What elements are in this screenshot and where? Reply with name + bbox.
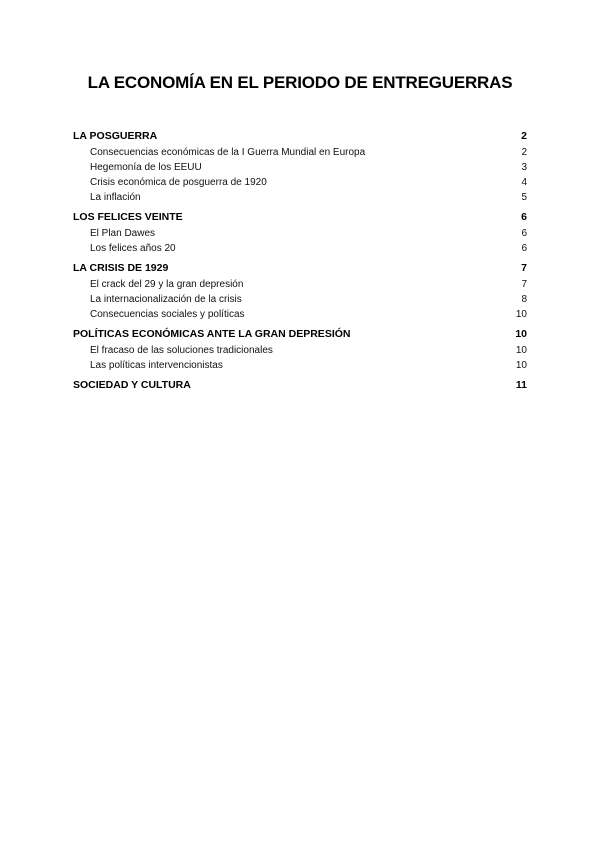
toc-subentry-page: 3	[521, 162, 527, 173]
toc-subentry[interactable]	[73, 358, 527, 373]
table-of-contents	[73, 128, 527, 398]
toc-subentry[interactable]	[73, 190, 527, 205]
toc-subentry-page: 7	[521, 279, 527, 290]
toc-subentry[interactable]	[73, 145, 527, 160]
toc-subentry-title: La inflación	[90, 192, 141, 203]
toc-subentry-title: Los felices años 20	[90, 243, 176, 254]
toc-subentry-title: Consecuencias económicas de la I Guerra Mundial en Europa	[90, 147, 366, 158]
toc-entry[interactable]	[73, 326, 527, 343]
toc-subentry[interactable]	[73, 277, 527, 292]
toc-subentry[interactable]	[73, 307, 527, 322]
document-title: LA ECONOMÍA EN EL PERIODO DE ENTREGUERRAS	[87, 73, 513, 92]
toc-entry-page: 10	[515, 328, 527, 340]
toc-subentry-page: 10	[515, 309, 527, 320]
toc-section-posguerra	[73, 128, 527, 205]
toc-subentry-page: 4	[521, 177, 527, 188]
toc-subentry-page: 5	[521, 192, 527, 203]
toc-entry[interactable]	[73, 209, 527, 226]
toc-subentry[interactable]	[73, 241, 527, 256]
toc-subentry[interactable]	[73, 226, 527, 241]
toc-subentry[interactable]	[73, 175, 527, 190]
toc-subentry-title: El Plan Dawes	[90, 228, 156, 239]
toc-section-sociedad-cultura	[73, 377, 527, 394]
toc-entry-page: 7	[521, 262, 527, 274]
toc-section-crisis-1929	[73, 260, 527, 322]
toc-subentry-title: Consecuencias sociales y políticas	[90, 309, 245, 320]
toc-subentry-page: 2	[521, 147, 527, 158]
toc-subentry-title: La internacionalización de la crisis	[90, 294, 242, 305]
toc-subentry-title: El fracaso de las soluciones tradicionales	[90, 345, 273, 356]
toc-entry-title: LOS FELICES VEINTE	[73, 211, 183, 223]
toc-subentry-page: 10	[515, 360, 527, 371]
toc-entry-title: POLÍTICAS ECONÓMICAS ANTE LA GRAN DEPRESIÓN	[73, 328, 351, 340]
toc-entry-page: 2	[521, 130, 527, 142]
toc-subentry-page: 10	[515, 345, 527, 356]
toc-section-felices-veinte	[73, 209, 527, 256]
toc-entry[interactable]	[73, 128, 527, 145]
toc-entry-title: LA CRISIS DE 1929	[73, 262, 169, 274]
toc-section-politicas-economicas	[73, 326, 527, 373]
toc-subentry-page: 6	[521, 228, 527, 239]
toc-subentry-title: Hegemonía de los EEUU	[90, 162, 202, 173]
toc-subentry-page: 6	[521, 243, 527, 254]
toc-entry-page: 11	[515, 379, 527, 391]
toc-entry[interactable]	[73, 260, 527, 277]
toc-entry[interactable]	[73, 377, 527, 394]
toc-subentry[interactable]	[73, 343, 527, 358]
toc-entry-title: SOCIEDAD Y CULTURA	[73, 379, 191, 391]
toc-subentry[interactable]	[73, 292, 527, 307]
toc-entry-title: LA POSGUERRA	[73, 130, 158, 142]
toc-subentry[interactable]	[73, 160, 527, 175]
toc-subentry-title: Crisis económica de posguerra de 1920	[90, 177, 267, 188]
toc-subentry-title: El crack del 29 y la gran depresión	[90, 279, 244, 290]
toc-subentry-page: 8	[521, 294, 527, 305]
toc-subentry-title: Las políticas intervencionistas	[90, 360, 223, 371]
toc-entry-page: 6	[521, 211, 527, 223]
